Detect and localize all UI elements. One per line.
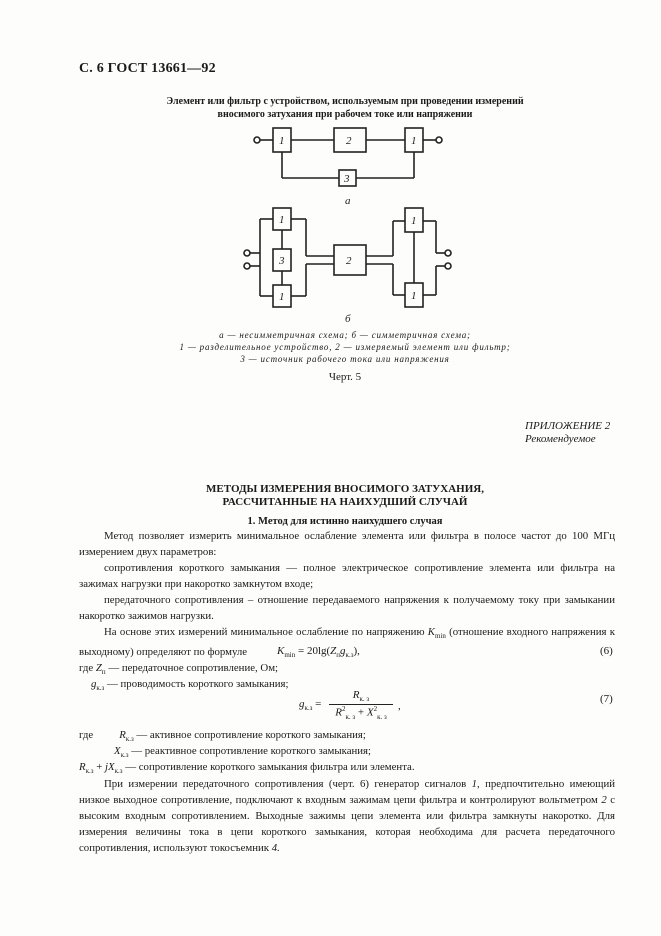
paragraph-2: сопротивления короткого замыкания — полное электрическое сопротивление элемента или фильтра на зажимах нагрузки при накоротко замкнутом входе; bbox=[79, 562, 615, 590]
paragraph-5: При измерении передаточного сопротивления (черт. 6) генератор сигналов 1, предпочтительно имеющий низкое выходное сопротивление, подключают к входным зажимам цепи фильтра и контролируют вольтметром 2 с высоким входным сопротивлением. Выходные зажимы цепи элемента или фильтра замкнуты накоротко. Для измерения величины тока в цепи короткого замыкания, которая необходима для расчета передаточного сопротивления, используют токосъемник 4. bbox=[79, 778, 616, 854]
figure-number: Черт. 5 bbox=[328, 371, 362, 383]
figure-title-line1: Элемент или фильтр с устройством, используемым при проведении измерений bbox=[166, 96, 524, 107]
label-b: б bbox=[345, 313, 351, 325]
formula-7-comma: , bbox=[398, 700, 401, 712]
where-line-3: где $R_{к.з}$ — активное сопротивление короткого замыкания; bbox=[79, 729, 366, 744]
equation-number-6: (6) bbox=[600, 645, 613, 657]
label-2-b: 2 bbox=[346, 255, 352, 267]
section-title bbox=[80, 483, 610, 509]
where-line-4: $X_{к.з}$ — реактивное сопротивление короткого замыкания; bbox=[114, 745, 372, 760]
label-3-a: 3 bbox=[344, 173, 350, 185]
appendix-label bbox=[525, 420, 610, 446]
appendix-subtitle: Рекомендуемое bbox=[525, 433, 596, 445]
where-line-2: $g_{к.з}$ — проводимость короткого замыкания; bbox=[91, 678, 289, 693]
appendix-title: ПРИЛОЖЕНИЕ 2 bbox=[525, 420, 611, 432]
label-1-bottom-right-b: 1 bbox=[411, 290, 417, 302]
formula-7: $g_{к.з}$ = bbox=[299, 698, 322, 713]
figure-title-line2: вносимого затухания при рабочем токе или напряжении bbox=[217, 109, 473, 120]
label-3-b: 3 bbox=[279, 255, 285, 267]
section-title-line1: МЕТОДЫ ИЗМЕРЕНИЯ ВНОСИМОГО ЗАТУХАНИЯ, bbox=[206, 483, 484, 495]
figure-caption bbox=[80, 329, 610, 365]
caption-line1: а — несимметричная схема; б — симметричная схема; bbox=[219, 330, 471, 340]
label-a: а bbox=[345, 195, 351, 207]
where-line-1: где $Z_п$ — передаточное сопротивление, Ом; bbox=[79, 662, 279, 677]
label-2-a: 2 bbox=[346, 135, 352, 147]
paragraph-4: На основе этих измерений минимальное ослабление по напряжению $K_{min}$ (отношение входного напряжения к выходному) определяют по формуле bbox=[79, 626, 615, 659]
label-1-top-left-b: 1 bbox=[279, 214, 285, 226]
page-header: С. 6 ГОСТ 13661—92 bbox=[79, 61, 216, 76]
label-1-right-a: 1 bbox=[411, 135, 417, 147]
paragraph-3: передаточного сопротивления – отношение передаваемого напряжения к получаемому току при замыкании накоротко зажимов нагрузки. bbox=[79, 594, 615, 622]
method-heading: 1. Метод для истинно наихудшего случая bbox=[247, 516, 443, 527]
formula-6: $K_{min} = 20\lg(Z_пg_{к.з})$, bbox=[277, 645, 360, 660]
where-line-5: $R_{к.з} + jX_{к.з}$ — сопротивление короткого замыкания фильтра или элемента. bbox=[79, 761, 415, 776]
label-1-left-a: 1 bbox=[279, 135, 285, 147]
equation-number-7: (7) bbox=[600, 693, 613, 705]
formula-7-fraction: $R_{к. з}$ $R^2_{к. з} + X^2_{к. з}$ bbox=[329, 689, 393, 721]
section-title-line2: РАССЧИТАННЫЕ НА НАИХУДШИЙ СЛУЧАЙ bbox=[222, 496, 468, 508]
paragraph-1: Метод позволяет измерить минимальное ослабление элемента или фильтра в полосе частот до 100 МГц измерением двух параметров: bbox=[79, 530, 615, 558]
label-1-bottom-left-b: 1 bbox=[279, 291, 285, 303]
caption-line2: 1 — разделительное устройство, 2 — измеряемый элемент или фильтр; bbox=[179, 342, 511, 352]
caption-line3: 3 — источник рабочего тока или напряжения bbox=[240, 354, 450, 364]
circuit-diagram bbox=[0, 0, 661, 370]
label-1-top-right-b: 1 bbox=[411, 215, 417, 227]
